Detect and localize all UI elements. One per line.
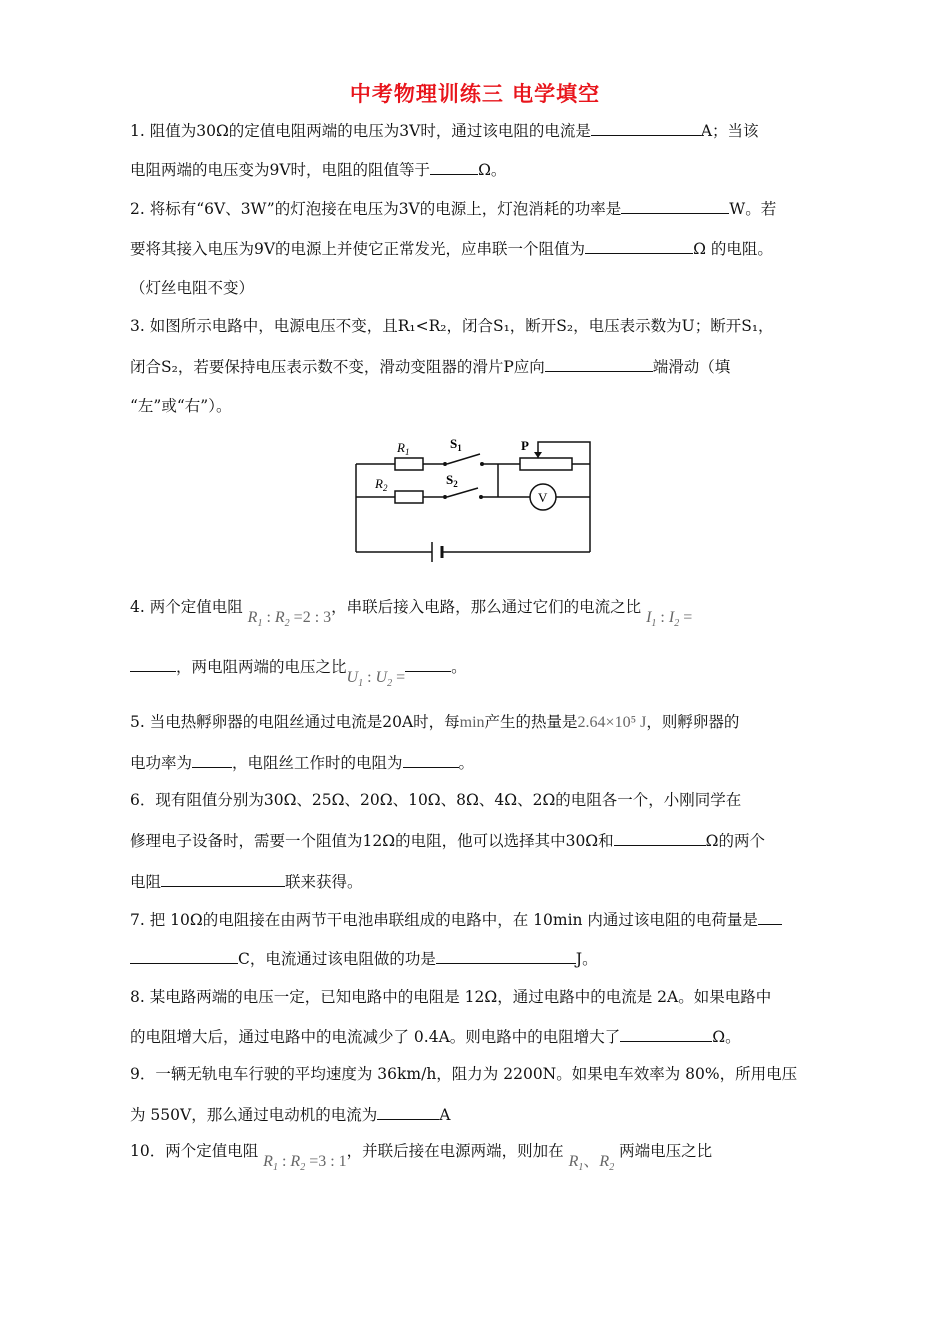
q7-blank-charge-start[interactable]	[758, 909, 782, 925]
q5-text-a: 5. 当电热孵卵器的电阻丝通过电流是20A时，每	[130, 713, 460, 731]
q3-line-3	[130, 396, 231, 416]
q6-line-2	[130, 830, 765, 851]
q6-text-d: 电阻	[130, 873, 162, 891]
q7-text-b: C，电流通过该电阻做的功是	[238, 950, 436, 968]
q3-text-b: 闭合S₂，若要保持电压表示数不变，滑动变阻器的滑片P应向	[130, 358, 545, 376]
q9-text-c: A	[439, 1106, 451, 1124]
q2-blank-power[interactable]	[621, 198, 729, 214]
q5-blank-power[interactable]	[192, 752, 232, 768]
q5-min: min	[459, 714, 485, 731]
q4-eq-u1-u2: $U_1$ : $U_2$ =	[346, 669, 406, 690]
circuit-diagram	[350, 432, 600, 562]
q8-text-a: 8. 某电路两端的电压一定，已知电路中的电阻是 12Ω，通过电路中的电流是 2A。如果电路中	[130, 988, 772, 1006]
q8-line-1	[130, 987, 771, 1007]
q7-blank-charge[interactable]	[130, 948, 238, 964]
q6-text-b: 修理电子设备时，需要一个阻值为12Ω的电阻，他可以选择其中30Ω和	[130, 832, 614, 850]
q4-line-2	[130, 656, 467, 690]
s2-contact-a	[443, 495, 447, 499]
q1-text-a: 1. 阻值为30Ω的定值电阻两端的电压为3V时，通过该电阻的电流是	[130, 122, 591, 140]
q2-text-d: Ω 的电阻。	[693, 240, 773, 258]
q2-line-2	[130, 238, 773, 259]
q10-text-b: ，并联后接在电源两端，则加在	[346, 1142, 564, 1160]
label-r1: $R_1$	[397, 440, 410, 457]
q1-text-c: 电阻两端的电压变为9V时，电阻的阻值等于	[130, 161, 431, 179]
q6-blank-connection[interactable]	[161, 871, 285, 887]
q7-line-2	[130, 948, 598, 969]
q4-blank-current-ratio[interactable]	[130, 656, 176, 672]
s2-switch-blade	[447, 488, 478, 497]
s1-switch-blade	[447, 454, 480, 464]
s1-contact-a	[443, 462, 447, 466]
q2-line-3	[130, 278, 254, 298]
q5-text-b: 产生的热量是	[484, 713, 578, 731]
q6-line-1	[130, 790, 741, 810]
q5-text-d: 电功率为	[130, 754, 193, 772]
q5-text-f: 。	[458, 754, 475, 772]
q5-line-2	[130, 752, 474, 773]
label-s1: $S_1$	[450, 436, 462, 453]
q10-eq-r1-r2: $R_1$ : $R_2 =3$ : 1	[263, 1153, 347, 1174]
q5-blank-resistance[interactable]	[403, 752, 459, 768]
q1-blank-resistance[interactable]	[430, 159, 478, 175]
q7-text-a: 7. 把 10Ω的电阻接在由两节干电池串联组成的电路中，在 10min 内通过该电阻的电荷量是	[130, 911, 758, 929]
q4-eq-r1-r2: $R_1$ : $R_2 =2$ : 3	[247, 609, 332, 630]
s2-contact-b	[479, 495, 483, 499]
q1-blank-current[interactable]	[591, 120, 701, 136]
q1-text-b: A；当该	[700, 122, 759, 140]
q3-line-1	[130, 316, 774, 336]
q2-text-a: 2. 将标有“6V、3W”的灯泡接在电压为3V的电源上，灯泡消耗的功率是	[130, 200, 622, 218]
q7-blank-work[interactable]	[436, 948, 576, 964]
q6-text-a: 6．现有阻值分别为30Ω、25Ω、20Ω、10Ω、8Ω、4Ω、2Ω的电阻各一个，小刚同学在	[130, 791, 742, 809]
r2-resistor	[395, 491, 423, 503]
q6-line-3	[130, 871, 363, 892]
q9-line-2	[130, 1104, 450, 1125]
slider-arrow-head	[534, 452, 542, 458]
s1-contact-b	[480, 462, 484, 466]
q2-text-c: 要将其接入电压为9V的电源上并使它正常发光，应串联一个阻值为	[130, 240, 586, 258]
q7-text-c: J。	[575, 950, 598, 968]
q10-eq-r1-r2-list: $R_1$、$R_2$	[568, 1153, 615, 1174]
q8-text-b: 的电阻增大后，通过电路中的电流减少了 0.4A。则电路中的电阻增大了	[130, 1028, 621, 1046]
q10-text-c: 两端电压之比	[619, 1142, 713, 1160]
q9-line-1	[130, 1064, 797, 1084]
q3-text-c: 端滑动（填	[652, 358, 731, 376]
q5-heat: 2.64×10⁵ J	[577, 714, 647, 731]
rheostat	[520, 458, 572, 470]
q6-text-e: 联来获得。	[285, 873, 363, 891]
q2-line-1	[130, 198, 776, 219]
q6-text-c: Ω的两个	[705, 832, 766, 850]
q5-text-c: ，则孵卵器的	[646, 713, 740, 731]
q7-line-1	[130, 909, 782, 930]
label-r2: $R_2$	[375, 476, 388, 493]
q1-line-2	[130, 159, 506, 180]
q3-text-a: 3. 如图所示电路中，电源电压不变，且R₁<R₂，闭合S₁，断开S₂，电压表示数为U；断开S₁，	[130, 317, 774, 335]
q9-text-a: 9．一辆无轨电车行驶的平均速度为 36km/h，阻力为 2200N。如果电车效率为 80%，所用电压	[130, 1065, 798, 1083]
q5-line-1	[130, 712, 739, 733]
q2-note: （灯丝电阻不变）	[130, 279, 255, 297]
q3-line-2	[130, 356, 730, 377]
label-p: P	[521, 438, 529, 453]
q4-blank-voltage-ratio[interactable]	[405, 656, 451, 672]
q8-text-c: Ω。	[712, 1028, 741, 1046]
q10-text-a: 10．两个定值电阻	[130, 1142, 259, 1160]
q1-line-1	[130, 120, 759, 141]
q8-line-2	[130, 1026, 741, 1047]
q9-blank-current[interactable]	[377, 1104, 439, 1120]
q4-text-b: ，串联后接入电路，那么通过它们的电流之比	[331, 598, 642, 616]
page-title: 中考物理训练三 电学填空	[349, 82, 601, 106]
q9-text-b: 为 550V，那么通过电动机的电流为	[130, 1106, 378, 1124]
q3-text-d: “左”或“右”）。	[130, 397, 232, 415]
label-v: V	[538, 490, 548, 505]
q8-blank-increase[interactable]	[620, 1026, 712, 1042]
q2-text-b: W。若	[729, 200, 777, 218]
q1-text-d: Ω。	[478, 161, 507, 179]
q4-text-a: 4. 两个定值电阻	[130, 598, 243, 616]
q4-text-d: 。	[451, 658, 467, 676]
q5-text-e: ，电阻丝工作时的电阻为	[232, 754, 403, 772]
q10-line-1	[130, 1141, 713, 1174]
q4-eq-i1-i2: $I_1$ : $I_2$ =	[646, 609, 693, 630]
q6-blank-resistor[interactable]	[614, 830, 706, 846]
label-s2: $S_2$	[446, 472, 458, 489]
q3-blank-direction[interactable]	[545, 356, 653, 372]
q4-text-c: ，两电阻两端的电压之比	[176, 658, 347, 676]
q4-line-1	[130, 597, 693, 630]
r1-resistor	[395, 458, 423, 470]
q2-blank-resistor[interactable]	[585, 238, 693, 254]
